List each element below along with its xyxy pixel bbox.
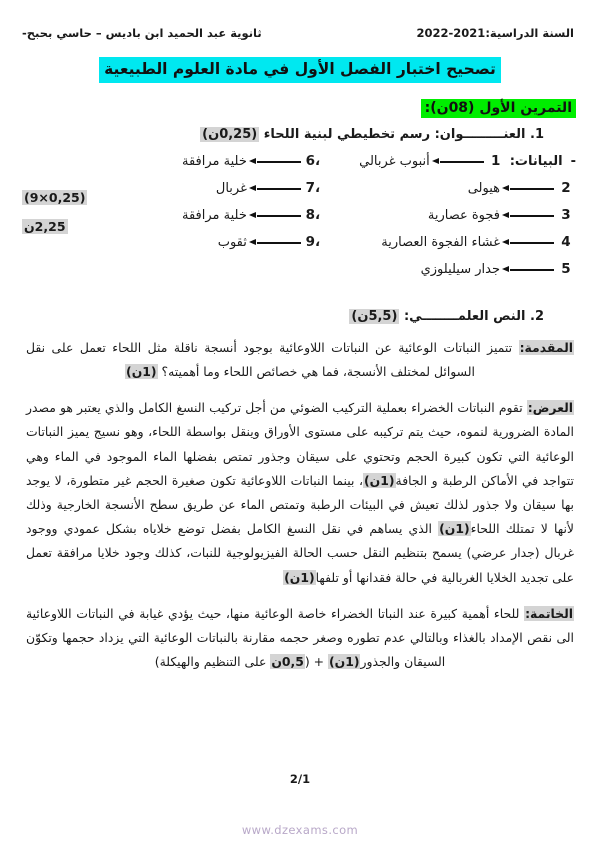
essay-conclusion-text-1: للحاء أهمية كبيرة عند النباتا الخضراء خاصة الوعائية منها، حيث يؤدي غيابة في النباتات اللاوعائية الى نقص الإمداد بالغذاء وبالتالي عدم تطوره وصغر حجمه مقارنة بالنباتات الوعائية التي يزداد حجمها وتكوّن السيقان والجذور	[26, 605, 574, 670]
exercise-item-2-label: النص العلمــــــــي:	[403, 308, 526, 324]
essay-intro-tag: المقدمة:	[519, 339, 573, 355]
arrow-icon	[432, 155, 484, 167]
essay-conclusion-text-2: على التنظيم والهيكلة)	[154, 654, 271, 670]
essay-intro-text: تتميز النباتات الوعائية عن النباتات اللاوعائية بوجود أنسجة ناقلة مثل اللحاء تعمل على نقل السوائل لمختلف الأنسجة، فما هي خصائص اللحاء وما أهميته؟	[26, 339, 519, 380]
essay-conclusion-mark-1: (1ن)	[328, 654, 360, 670]
page-title-container	[0, 57, 600, 83]
essay-body-mark-3: (1ن)	[284, 569, 315, 585]
legend-row	[359, 202, 576, 229]
page-number: 2/1	[289, 772, 311, 786]
arrow-icon	[249, 236, 301, 248]
legend-block	[0, 148, 600, 300]
legend-side-marks	[22, 190, 87, 248]
legend-label: خلية مرافقة	[182, 153, 247, 169]
essay-body-text-2: ، بينما النباتات اللاوعائية تكون صغيرة الحجم غير متطورة، لا يوجد بها سيقان ولا جذور لذلك تعيش في البيئات الرطبة وتمتص الماء عن طريق سطح الأنسجة الخارجية وذلك لأنها لا تمتلك اللحاء	[26, 472, 574, 537]
legend-dash: -	[570, 153, 576, 169]
legend-row	[182, 202, 323, 229]
exercise-item-1-number: 1.	[530, 126, 544, 142]
legend-label: فجوة عصارية	[427, 207, 500, 223]
legend-row	[359, 175, 576, 202]
essay-body-text-3: الذي يساهم في نقل النسغ الكامل بفضل توضع خلاياه بشكل عمودي ووجود غربال (جدار عرضي) يسمح بتنظيم النقل حسب الحالة الفيزيولوجية للنبات، كذلك وجود خلايا مرافقة تعمل على تجديد الخلايا الغربالية في حالة فقدانها أو تلفها	[26, 521, 574, 585]
essay-body-mark-1: (1ن)	[364, 472, 395, 488]
exercise-item-1	[0, 118, 600, 142]
legend-label: غشاء الفجوة العصارية	[381, 234, 500, 250]
essay-conclusion-joiner: + (	[304, 654, 328, 670]
legend-row	[359, 229, 576, 256]
legend-index: 3	[561, 207, 571, 224]
exercise-item-1-label: العنـــــــــوان:	[434, 126, 526, 142]
legend-index: 4	[561, 234, 571, 251]
exercise-item-1-text: رسم تخطيطي لبنية اللحاء	[263, 126, 431, 142]
footer-website-url: www.dzexams.com	[241, 823, 359, 837]
essay-body-mark-2: (1ن)	[439, 521, 470, 537]
essay-intro-mark: (1ن)	[126, 364, 157, 380]
legend-label: أنبوب غربالي	[359, 153, 430, 169]
legend-label: هيولى	[467, 180, 500, 196]
arrow-icon	[249, 182, 301, 194]
legend-index: 7،	[305, 180, 321, 197]
essay-body-tag: العرض:	[527, 400, 573, 416]
legend-label: خلية مرافقة	[182, 207, 247, 223]
legend-index: 8،	[305, 207, 321, 224]
legend-label: غربال	[215, 180, 247, 196]
page-title: تصحيح اختبار الفصل الأول في مادة العلوم الطبيعية	[99, 57, 501, 83]
document-header	[0, 0, 600, 40]
exercise-item-2-mark: (5,5ن)	[351, 308, 398, 324]
legend-index: 1	[491, 153, 501, 170]
school-name: ثانوية عبد الحميد ابن باديس – حاسي بحبح-	[22, 26, 262, 40]
arrow-icon	[249, 209, 301, 221]
essay-body-text-1: تقوم النباتات الخضراء بعملية التركيب الضوئي من أجل تركيب النسغ الكامل والذي يعتبر هو مصدر المادة الضرورية لنموه، حيث يتم تركيبه على مستوى الأوراق وينقل بواسطة اللحاء، وهو نسيج يميز النباتات الوعائية التي تكون كبيرة الحجم وتحتوي على سيقان وجذور تمتص بفضلها الماء الموجود في الماء وهي تتواجد في الأماكن الرطبة و الجافة	[26, 400, 574, 488]
arrow-icon	[502, 263, 554, 275]
legend-index: 2	[561, 180, 571, 197]
arrow-icon	[502, 236, 554, 248]
exercise-heading-container	[0, 83, 600, 118]
legend-index: 6،	[305, 153, 321, 170]
exercise-item-1-mark: (0,25ن)	[202, 126, 258, 142]
legend-row	[182, 229, 323, 256]
legend-row	[182, 148, 323, 175]
essay-intro-paragraph	[26, 336, 574, 384]
legend-row	[359, 256, 576, 283]
arrow-icon	[249, 155, 301, 167]
essay-conclusion-tag: الخاتمة:	[525, 605, 573, 621]
exercise-item-2-number: 2.	[530, 308, 544, 324]
essay-conclusion-paragraph	[26, 602, 574, 675]
legend-label: ثقوب	[217, 234, 247, 250]
legend-label: جدار سيليلوزي	[420, 261, 500, 277]
exercise-heading: التمرين الأول (08ن):	[421, 99, 576, 118]
school-year: السنة الدراسية:2021-2022	[416, 26, 574, 40]
legend-row	[359, 148, 576, 175]
legend-row	[182, 175, 323, 202]
essay-body-paragraph	[26, 396, 574, 590]
essay-conclusion-mark-2: 0,5ن	[271, 654, 304, 670]
legend-prefix-label: البيانات:	[509, 153, 563, 169]
arrow-icon	[502, 182, 554, 194]
legend-index: 5	[561, 261, 571, 278]
legend-mark-total: 2,25ن	[24, 218, 66, 234]
legend-column-right	[359, 148, 576, 283]
arrow-icon	[502, 209, 554, 221]
legend-mark-formula: (9×0,25)	[24, 189, 86, 205]
legend-index: 9،	[305, 234, 321, 251]
exercise-item-2	[0, 300, 600, 324]
legend-column-left	[182, 148, 323, 256]
